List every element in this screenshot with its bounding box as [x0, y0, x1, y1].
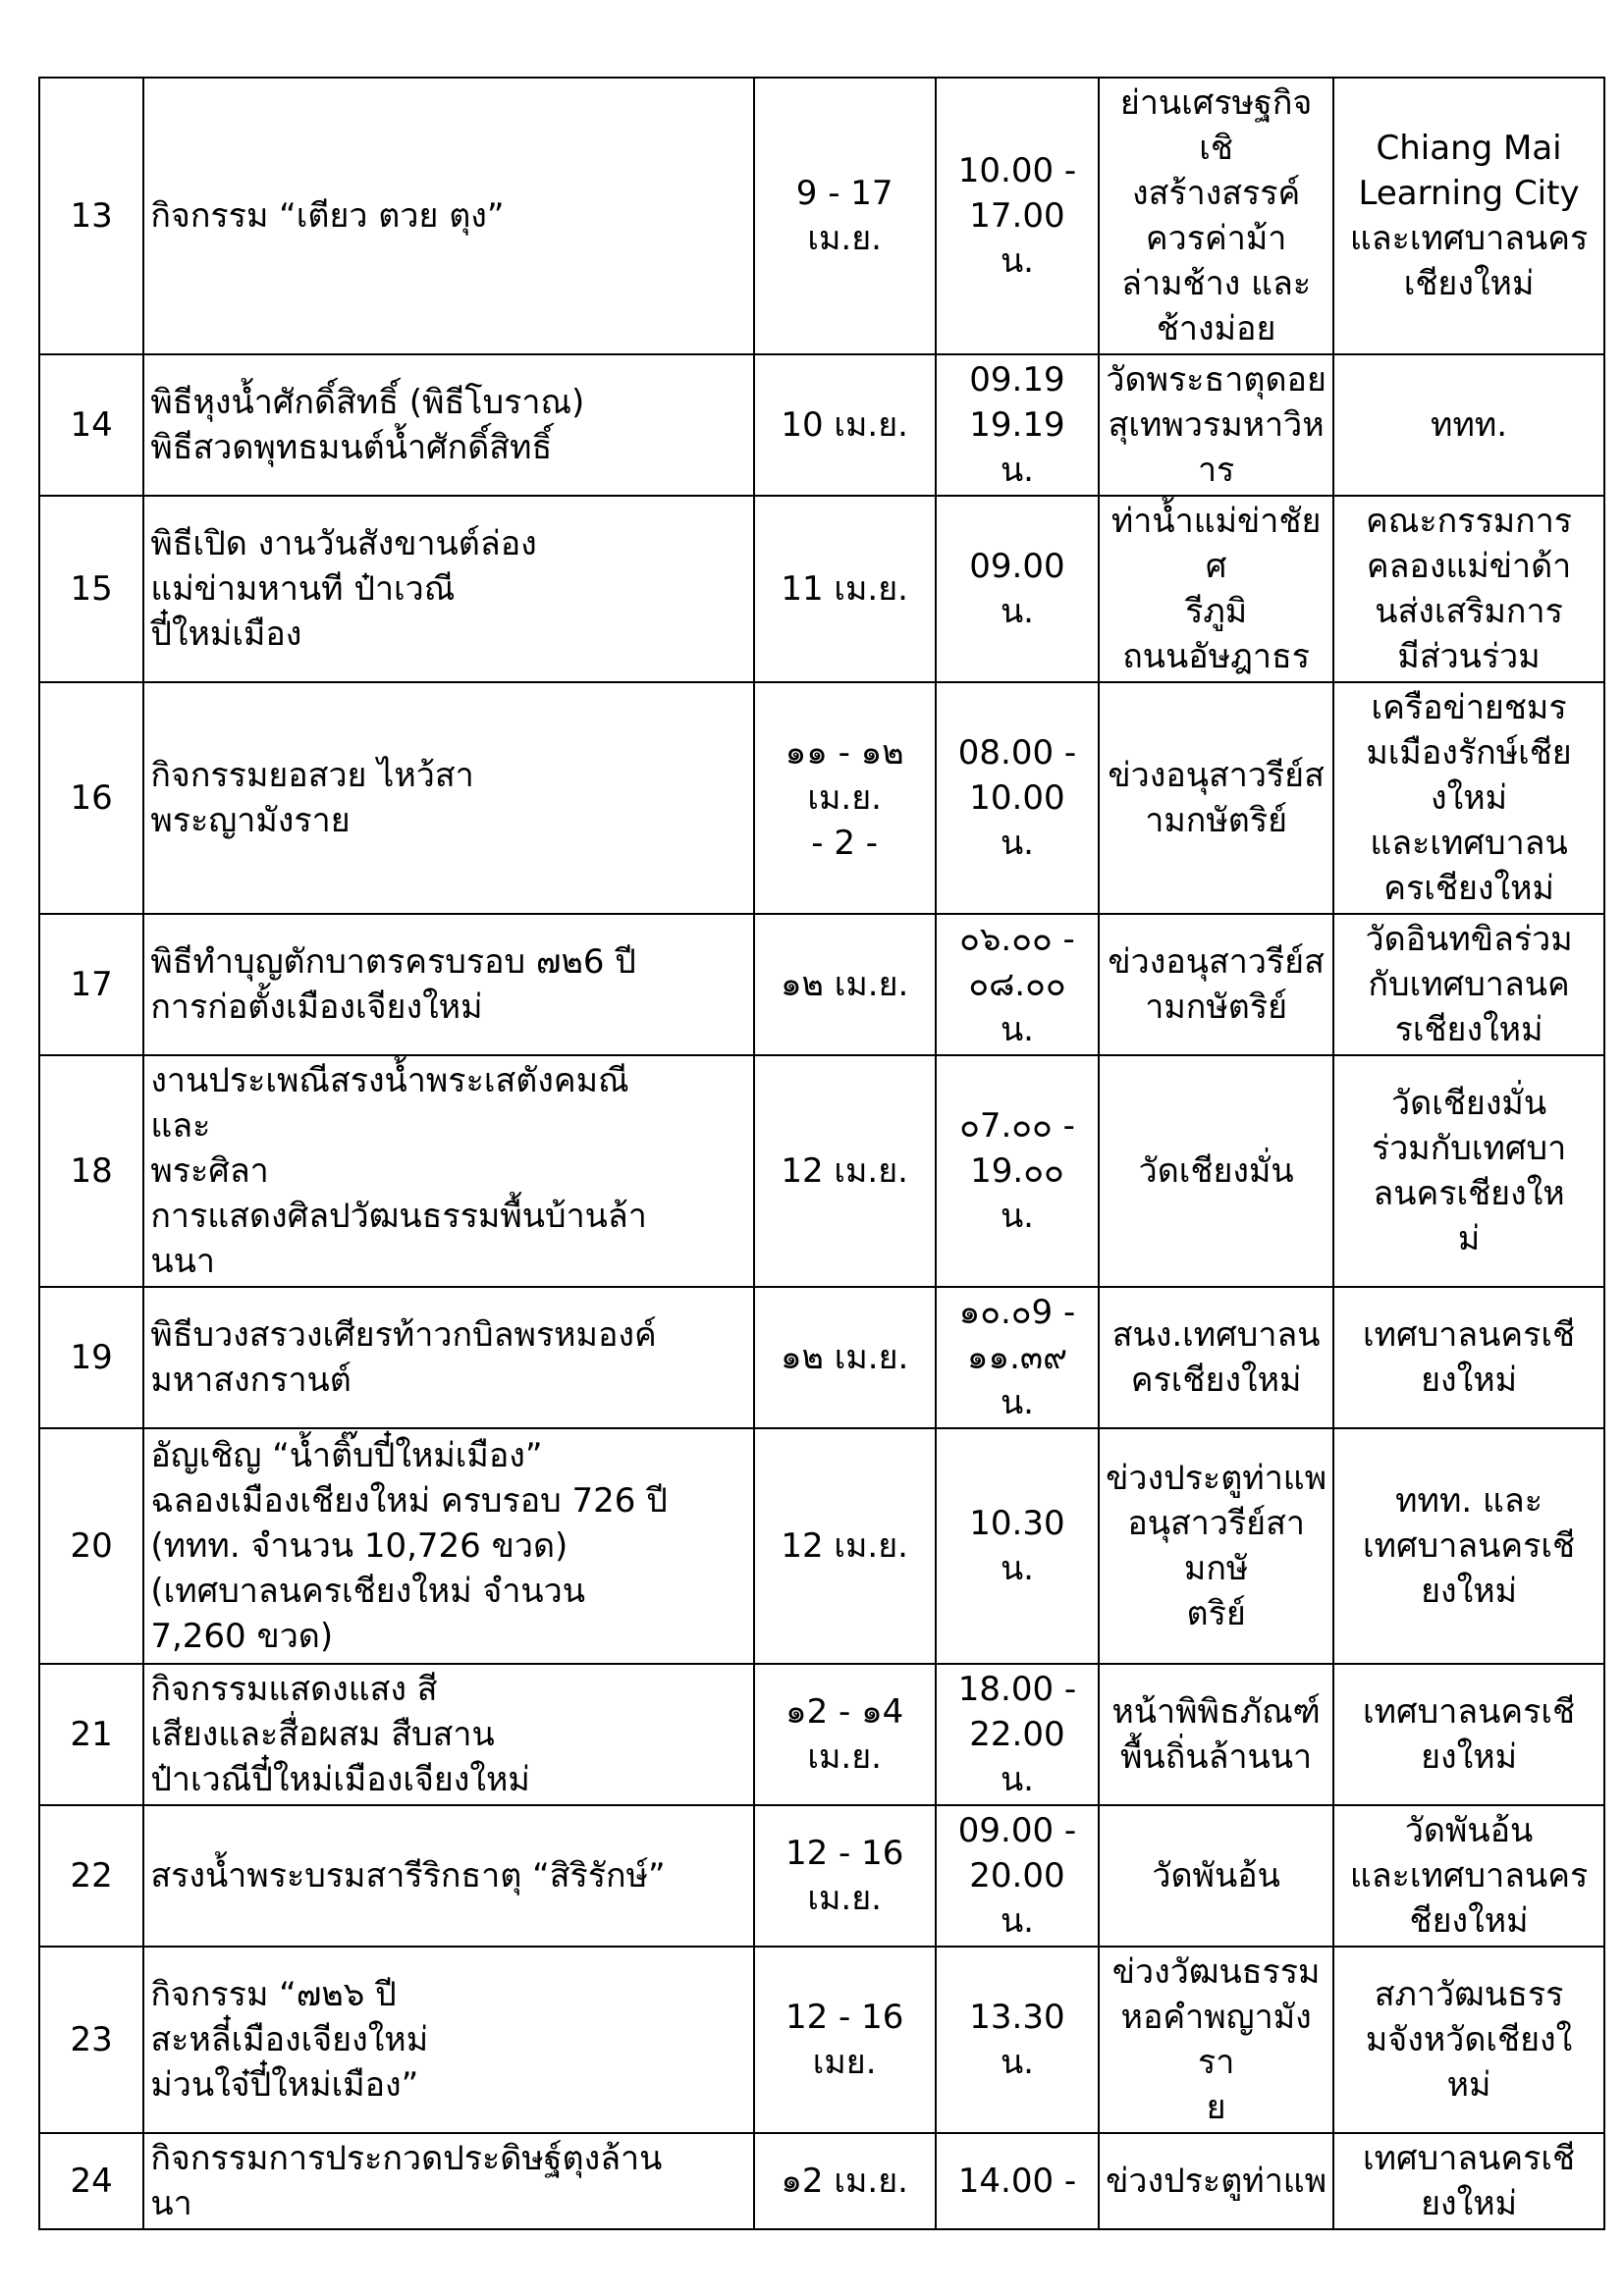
activity-cell: กิจกรรม “เตียว ตวย ตุง” — [143, 78, 753, 354]
venue-cell: ข่วงประตูท่าแพ อนุสาวรีย์สามกษั ตริย์ — [1099, 1428, 1333, 1664]
activity-cell: กิจกรรมการประกวดประดิษฐ์ตุงล้าน นา — [143, 2133, 753, 2229]
row-number: 22 — [39, 1805, 143, 1947]
organizer-cell: เทศบาลนครเชี ยงใหม่ — [1333, 1287, 1604, 1428]
activity-cell: พิธีบวงสรวงเศียรท้าวกบิลพรหมองค์ มหาสงกรานต์ — [143, 1287, 753, 1428]
time-cell: 08.00 - 10.00 น. — [936, 682, 1099, 914]
venue-cell: สนง.เทศบาลน ครเชียงใหม่ — [1099, 1287, 1333, 1428]
row-number: 14 — [39, 354, 143, 496]
table-row — [39, 1664, 1604, 1805]
organizer-cell: วัดพันอ้น และเทศบาลนคร ชียงใหม่ — [1333, 1805, 1604, 1947]
activity-cell: พิธีหุงน้ำศักดิ์สิทธิ์ (พิธีโบราณ) พิธีสวดพุทธมนต์น้ำศักดิ์สิทธิ์ — [143, 354, 753, 496]
row-number: 18 — [39, 1055, 143, 1287]
time-cell: 09.00 น. — [936, 496, 1099, 682]
date-cell: ๑2 เม.ย. — [754, 2133, 936, 2229]
venue-cell: หน้าพิพิธภัณฑ์ พื้นถิ่นล้านนา — [1099, 1664, 1333, 1805]
time-cell: 09.00 - 20.00 น. — [936, 1805, 1099, 1947]
venue-cell: ท่าน้ำแม่ข่าชัยศ รีภูมิ ถนนอัษฎาธร — [1099, 496, 1333, 682]
organizer-cell: สภาวัฒนธรร มจังหวัดเชียงใ หม่ — [1333, 1947, 1604, 2133]
venue-cell: ข่วงประตูท่าแพ — [1099, 2133, 1333, 2229]
table-row — [39, 1055, 1604, 1287]
time-cell: 09.19 19.19 น. — [936, 354, 1099, 496]
venue-cell: วัดเชียงมั่น — [1099, 1055, 1333, 1287]
activity-cell: พิธีทำบุญตักบาตรครบรอบ ๗๒6 ปี การก่อตั้งเมืองเจียงใหม่ — [143, 914, 753, 1055]
activity-cell: กิจกรรมยอสวย ไหว้สา พระญามังราย — [143, 682, 753, 914]
time-cell: ๑๐.๐9 - ๑๑.๓๙ น. — [936, 1287, 1099, 1428]
date-cell: 12 เม.ย. — [754, 1055, 936, 1287]
table-row — [39, 1947, 1604, 2133]
organizer-cell: ททท. และ เทศบาลนครเชี ยงใหม่ — [1333, 1428, 1604, 1664]
organizer-cell: เทศบาลนครเชี ยงใหม่ — [1333, 1664, 1604, 1805]
table-row — [39, 354, 1604, 496]
table-row — [39, 1428, 1604, 1664]
table-row — [39, 496, 1604, 682]
organizer-cell: Chiang Mai Learning City และเทศบาลนคร เชียงใหม่ — [1333, 78, 1604, 354]
row-number: 16 — [39, 682, 143, 914]
activity-cell: งานประเพณีสรงน้ำพระเสตังคมณี และ พระศิลา การแสดงศิลปวัฒนธรรมพื้นบ้านล้า นนา — [143, 1055, 753, 1287]
venue-cell: ข่วงวัฒนธรรม หอคำพญามังรา ย — [1099, 1947, 1333, 2133]
time-cell: 10.00 - 17.00 น. — [936, 78, 1099, 354]
date-cell: ๑2 - ๑4 เม.ย. — [754, 1664, 936, 1805]
organizer-cell: คณะกรรมการ คลองแม่ข่าด้า นส่งเสริมการ มีส่วนร่วม — [1333, 496, 1604, 682]
time-cell: ๐7.๐๐ - 19.๐๐ น. — [936, 1055, 1099, 1287]
date-cell: ๑๑ - ๑๒ เม.ย. - 2 - — [754, 682, 936, 914]
time-cell: 14.00 - — [936, 2133, 1099, 2229]
activity-cell: อัญเชิญ “น้ำติ๊บปี๋ใหม่เมือง” ฉลองเมืองเชียงใหม่ ครบรอบ 726 ปี (ททท. จำนวน 10,726 ขวด) (เทศบาลนครเชียงใหม่ จำนวน 7,260 ขวด) — [143, 1428, 753, 1664]
date-cell: 12 เม.ย. — [754, 1428, 936, 1664]
row-number: 19 — [39, 1287, 143, 1428]
date-cell: ๑๒ เม.ย. — [754, 914, 936, 1055]
date-cell: 12 - 16 เมย. — [754, 1947, 936, 2133]
date-cell: 12 - 16 เม.ย. — [754, 1805, 936, 1947]
date-cell: ๑๒ เม.ย. — [754, 1287, 936, 1428]
venue-cell: ข่วงอนุสาวรีย์ส ามกษัตริย์ — [1099, 682, 1333, 914]
row-number: 20 — [39, 1428, 143, 1664]
activity-cell: กิจกรรมแสดงแสง สี เสียงและสื่อผสม สืบสาน ป๋าเวณีปี๋ใหม่เมืองเจียงใหม่ — [143, 1664, 753, 1805]
venue-cell: ข่วงอนุสาวรีย์ส ามกษัตริย์ — [1099, 914, 1333, 1055]
row-number: 23 — [39, 1947, 143, 2133]
row-number: 24 — [39, 2133, 143, 2229]
time-cell: 13.30 น. — [936, 1947, 1099, 2133]
row-number: 15 — [39, 496, 143, 682]
time-cell: 10.30 น. — [936, 1428, 1099, 1664]
schedule-table — [38, 77, 1605, 2230]
venue-cell: วัดพระธาตุดอย สุเทพวรมหาวิห าร — [1099, 354, 1333, 496]
activity-cell: สรงน้ำพระบรมสารีริกธาตุ “สิริรักษ์” — [143, 1805, 753, 1947]
row-number: 13 — [39, 78, 143, 354]
time-cell: ๐๖.๐๐ - ๐๘.๐๐ น. — [936, 914, 1099, 1055]
organizer-cell: วัดอินทขิลร่วม กับเทศบาลนค รเชียงใหม่ — [1333, 914, 1604, 1055]
table-row — [39, 2133, 1604, 2229]
row-number: 21 — [39, 1664, 143, 1805]
date-cell: 9 - 17 เม.ย. — [754, 78, 936, 354]
organizer-cell: เทศบาลนครเชี ยงใหม่ — [1333, 2133, 1604, 2229]
table-row — [39, 682, 1604, 914]
organizer-cell: ททท. — [1333, 354, 1604, 496]
organizer-cell: เครือข่ายชมร มเมืองรักษ์เชีย งใหม่ และเทศบาลน ครเชียงใหม่ — [1333, 682, 1604, 914]
venue-cell: วัดพันอ้น — [1099, 1805, 1333, 1947]
activity-cell: กิจกรรม “๗๒๖ ปี สะหลี๋เมืองเจียงใหม่ ม่วนใจ๋ปี๋ใหม่เมือง” — [143, 1947, 753, 2133]
table-row — [39, 78, 1604, 354]
table-row — [39, 1805, 1604, 1947]
date-cell: 11 เม.ย. — [754, 496, 936, 682]
organizer-cell: วัดเชียงมั่น ร่วมกับเทศบา ลนครเชียงให ม่ — [1333, 1055, 1604, 1287]
row-number: 17 — [39, 914, 143, 1055]
table-row — [39, 1287, 1604, 1428]
date-cell: 10 เม.ย. — [754, 354, 936, 496]
venue-cell: ย่านเศรษฐกิจเชิ งสร้างสรรค์ ควรค่าม้า ล่ามช้าง และ ช้างม่อย — [1099, 78, 1333, 354]
activity-cell: พิธีเปิด งานวันสังขานต์ล่อง แม่ข่ามหานที ป๋าเวณี ปี๋ใหม่เมือง — [143, 496, 753, 682]
table-row — [39, 914, 1604, 1055]
time-cell: 18.00 - 22.00 น. — [936, 1664, 1099, 1805]
